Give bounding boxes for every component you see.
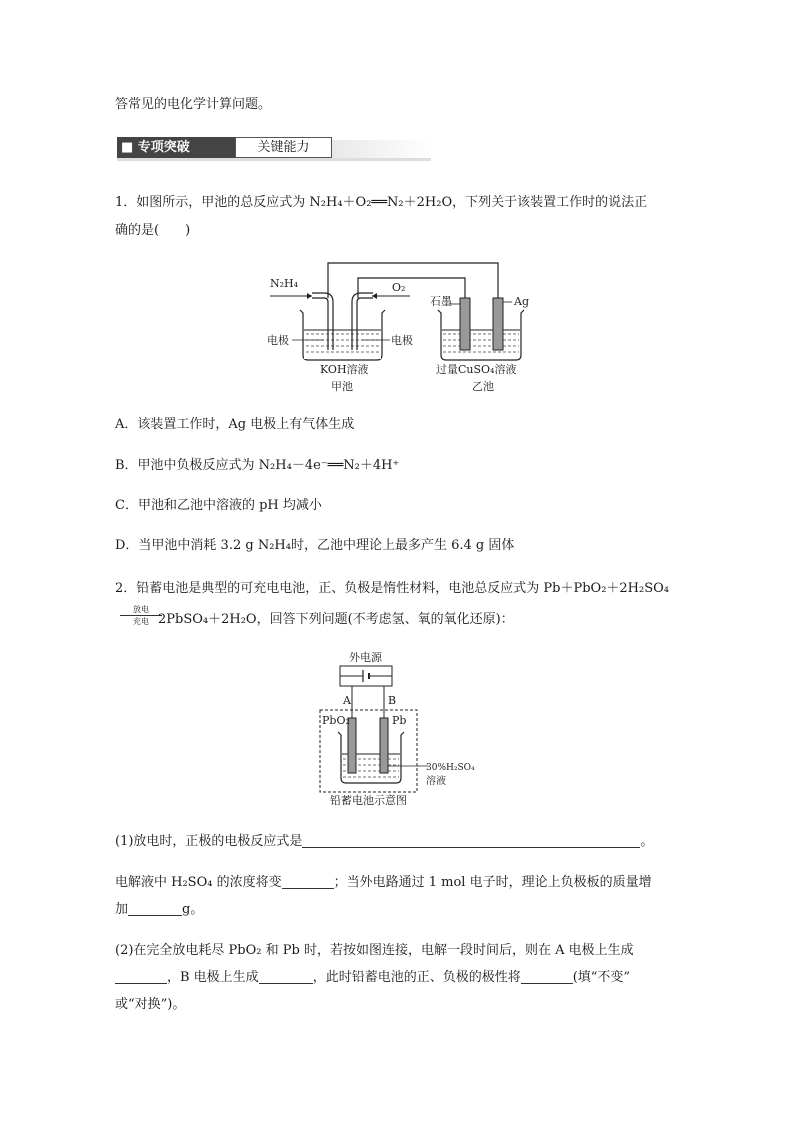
label-o2: O₂ xyxy=(392,281,406,294)
q2-part2b-suffix: (填“不变” xyxy=(572,970,631,985)
q2-lead-battery-diagram xyxy=(318,648,493,810)
label-battery-caption: 铅蓄电池示意图 xyxy=(330,794,407,807)
label-pool-jia: 甲池 xyxy=(331,380,353,393)
label-cuso4: 过量CuSO₄溶液 xyxy=(436,363,517,376)
q2-part1-line1 xyxy=(115,833,653,851)
label-graphite: 石墨 xyxy=(430,295,452,308)
answer-blank-mass[interactable] xyxy=(128,901,182,916)
q2-stem-line2: 2PbSO₄＋2H₂O，回答下列问题(不考虑氢、氧的氧化还原)： xyxy=(158,612,514,627)
q2-part2-line2 xyxy=(115,969,630,987)
discharge-label: 放电 xyxy=(133,605,149,614)
q2-part1-suffix: 。 xyxy=(640,834,654,849)
label-electrode-right: 电极 xyxy=(391,334,413,347)
q2-part2-line3: 或“对换”)。 xyxy=(115,997,186,1012)
answer-blank-concentration[interactable] xyxy=(282,874,334,889)
answer-blank-polarity[interactable] xyxy=(521,969,573,984)
answer-blank-electrode-reaction[interactable] xyxy=(302,833,640,848)
label-terminal-b: B xyxy=(388,694,397,707)
intro-text: 答常见的电化学计算问题。 xyxy=(115,97,272,112)
label-electrode-left: 电极 xyxy=(267,334,289,347)
answer-blank-b-product[interactable] xyxy=(259,969,313,984)
q2-part2-line1: (2)在完全放电耗尽 PbO₂ 和 Pb 时，若按如图连接，电解一段时间后，则在 A 电极上生成 xyxy=(115,943,634,958)
q2-stem-line1: 2．铅蓄电池是典型的可充电电池，正、负极是惰性材料，电池总反应式为 Pb＋PbO₂＋2H₂SO₄ xyxy=(115,581,670,596)
label-acid: 30%H₂SO₄ xyxy=(426,763,475,773)
q2-part1-line3 xyxy=(115,901,203,919)
q1-option-a: A．该装置工作时，Ag 电极上有气体生成 xyxy=(115,417,355,432)
q1-option-d: D．当甲池中消耗 3.2 g N₂H₄时，乙池中理论上最多产生 6.4 g 固体 xyxy=(115,538,515,553)
charge-label: 充电 xyxy=(133,617,149,626)
q1-option-b: B．甲池中负极反应式为 N₂H₄－4e⁻══N₂＋4H⁺ xyxy=(115,458,400,473)
q2-part2b-mid1: ，B 电极上生成 xyxy=(167,970,259,985)
q1-option-c: C．甲池和乙池中溶液的 pH 均减小 xyxy=(115,498,322,513)
q2-part1c-prefix: 加 xyxy=(115,902,129,917)
banner-title: ■ 专项突破 xyxy=(117,137,235,158)
label-pbo2: PbO₂ xyxy=(322,714,350,727)
q2-part1b-prefix: 电解液中 H₂SO₄ 的浓度将变 xyxy=(115,875,282,890)
answer-blank-a-product[interactable] xyxy=(115,969,167,984)
q2-part1-line2 xyxy=(115,874,652,892)
banner-subtitle: 关键能力 xyxy=(235,137,332,158)
label-pool-yi: 乙池 xyxy=(472,380,494,393)
section-banner xyxy=(117,137,431,161)
label-power-source: 外电源 xyxy=(349,651,382,664)
banner-fade xyxy=(330,140,431,158)
q2-part2b-mid2: ，此时铅蓄电池的正、负极的极性将 xyxy=(312,970,521,985)
label-terminal-a: A xyxy=(343,694,351,707)
q2-part1b-mid: ；当外电路通过 1 mol 电子时，理论上负极板的质量增 xyxy=(333,875,652,890)
label-pb: Pb xyxy=(392,714,407,727)
label-solution: 溶液 xyxy=(426,776,446,787)
label-koh: KOH溶液 xyxy=(320,363,369,376)
q2-part1c-suffix: g。 xyxy=(182,902,204,917)
q1-apparatus-diagram xyxy=(260,260,550,395)
label-n2h4: N₂H₄ xyxy=(270,277,299,290)
label-ag: Ag xyxy=(514,295,529,308)
q1-stem-line1: 1．如图所示，甲池的总反应式为 N₂H₄＋O₂══N₂＋2H₂O，下列关于该装置工作时的说法正 xyxy=(115,195,648,210)
q1-stem-line2: 确的是( ) xyxy=(115,223,191,238)
banner-underline xyxy=(117,158,431,161)
q2-part1-prefix: (1)放电时，正极的电极反应式是 xyxy=(115,834,303,849)
reaction-arrow-conditions xyxy=(120,605,162,626)
